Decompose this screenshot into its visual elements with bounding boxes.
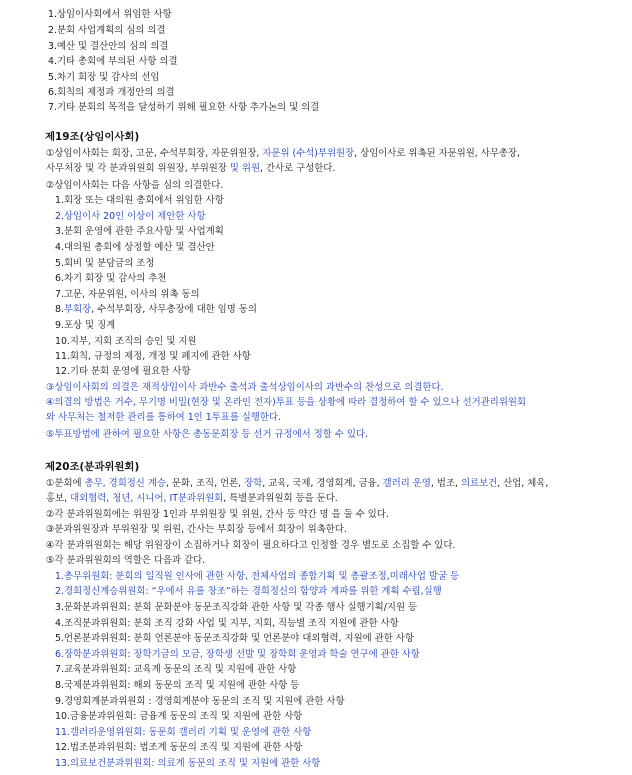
list-item: 12.기타 분회 운영에 필요한 사항 xyxy=(55,366,191,377)
text-run-highlight: 장학 xyxy=(244,478,263,489)
article-19-paragraph-2: ②상임이사회는 다음 사항을 심의 의결한다. xyxy=(46,180,224,191)
list-item: 6.차기 회장 및 감사의 추천 xyxy=(55,273,167,284)
list-item: 7.교육분과위원회: 교육계 동문의 조직 및 지원에 관한 사항 xyxy=(55,664,297,675)
text-run: 8. xyxy=(55,304,64,315)
text-run: ①분회에 xyxy=(46,478,85,489)
list-item: 4.조직분과위원회: 분회 조직 강화 사업 및 지부, 지회, 직능별 조직 지원에 관한 사항 xyxy=(55,618,399,629)
list-item: 2.상임이사 20인 이상이 제안한 사항 xyxy=(55,211,206,222)
list-item: 1.회장 또는 대의원 총회에서 위임한 사항 xyxy=(55,195,224,206)
text-run: 홍보, xyxy=(46,493,71,504)
text-run: , 수석부회장, 사무총장에 대한 임명 동의 xyxy=(91,304,257,315)
list-item xyxy=(55,304,257,316)
article-19-heading: 제19조(상임이사회) xyxy=(45,131,140,143)
article-19-paragraph-4: ④의결의 방법은 거수, 무기명 비밀(현장 및 온라인 전자)투표 등을 상황에 따라 결정하여 할 수 있으나 선거관리위원회 xyxy=(46,397,526,408)
list-item: 7.고문, 자문위원, 이사의 위촉 동의 xyxy=(55,289,200,300)
list-item: 1.상임이사회에서 위임한 사항 xyxy=(48,9,172,20)
article-20-paragraph-2: ②각 분과위원회에는 위원장 1인과 부위원장 및 위원, 간사 등 약간 명 을 둘 수 있다. xyxy=(46,509,389,520)
article-20-paragraph-5: ⑤각 분과위원회의 역할은 다음과 같다. xyxy=(46,555,206,566)
list-item: 3.예산 및 결산안의 심의 의결 xyxy=(48,41,169,52)
list-item: 5.회비 및 분담금의 조정 xyxy=(55,258,155,269)
list-item: 3.분회 운영에 관한 주요사항 및 사업계획 xyxy=(55,226,224,237)
list-item: 10.지부, 지회 조직의 승인 및 지원 xyxy=(55,336,197,347)
text-run: 사무처장 및 각 분과위원회 위원장, 부위원장 xyxy=(46,163,230,174)
list-item: 11.회칙, 규정의 제정, 개정 및 폐지에 관한 사항 xyxy=(55,351,251,362)
article-19-paragraph-3: ③상임이사회의 의결은 재적상임이사 과반수 출석과 출석상임이사의 과반수의 찬성으로 의결한다. xyxy=(46,382,444,393)
list-item: 3.문화분과위원회: 분회 문화분야 동문조직강화 관한 사항 및 각종 행사 실행기획/지원 등 xyxy=(55,602,418,613)
list-item: 5.언론분과위원회: 분회 언론분야 동문조직강화 및 언론분야 대외협력, 지원에 관한 사항 xyxy=(55,633,414,644)
article-20-paragraph-1-cont xyxy=(46,493,338,505)
text-run-highlight: 대외협력, 청년, 시니어, IT분과위원회 xyxy=(70,493,224,504)
list-item: 4.대의원 총회에 상정할 예산 및 결산안 xyxy=(55,242,215,253)
text-run-highlight: 갤러리 운영 xyxy=(382,478,431,489)
text-run-highlight: 총무, 경희정신 계승 xyxy=(84,478,166,489)
list-item: 6.회칙의 제정과 개정안의 의결 xyxy=(48,87,175,98)
article-20-paragraph-1 xyxy=(46,478,548,490)
list-item: 11.갤러리운영위원회: 동문회 갤러리 기획 및 운영에 관한 사항 xyxy=(55,727,312,738)
list-item: 1.총무위원회: 분회의 일직원 인사에 관한 사항, 전체사업의 종합기획 및 총괄조정,미래사업 발굴 등 xyxy=(55,571,460,582)
article-19-paragraph-1 xyxy=(46,148,520,160)
article-20-heading: 제20조(분과위원회) xyxy=(45,461,140,473)
text-run: , 간사로 구성한다. xyxy=(260,163,336,174)
text-run: , 상임이사로 위촉된 자문위원, 사무총장, xyxy=(354,148,520,159)
list-item: 9.포상 및 징계 xyxy=(55,320,116,331)
article-19-paragraph-5: ⑤투표방법에 관하여 필요한 사항은 총동문회장 등 선거 규정에서 정할 수 있다. xyxy=(46,429,368,440)
list-item: 13.의료보건분과위원회: 의료계 동문의 조직 및 지원에 관한 사항 xyxy=(55,758,321,769)
list-item: 8.국제분과위원회: 해외 동문의 조직 및 지원에 관한 사항 등 xyxy=(55,680,300,691)
list-item: 9.경영회계분과위원회 : 경영회계분야 동문의 조직 및 지원에 관한 사항 xyxy=(55,696,345,707)
text-run: , 문화, 조직, 언론, xyxy=(165,478,245,489)
list-item: 10.금융분과위원회: 금융계 동문의 조직 및 지원에 관한 사항 xyxy=(55,711,303,722)
text-run: , 특별분과위원회 등을 둔다. xyxy=(223,493,338,504)
text-run: , 산업, 체육, xyxy=(497,478,549,489)
article-19-paragraph-4-cont: 와 사무처는 철저한 관리를 통하여 1인 1투표를 실행한다. xyxy=(46,412,282,423)
text-run: , 법조, xyxy=(430,478,461,489)
list-item: 6.장학분과위원회: 장학기금의 모금, 장학생 선발 및 장학회 운영과 학술 연구에 관한 사항 xyxy=(55,649,420,660)
text-run-highlight: 의료보건 xyxy=(460,478,498,489)
article-20-paragraph-3: ③분과위원장과 부위원장 및 위원, 간사는 부회장 등에서 회장이 위촉한다. xyxy=(46,524,347,535)
text-run-highlight: 및 위원 xyxy=(229,163,261,174)
text-run: , 교육, 국제, 경영회계, 금융, xyxy=(262,478,383,489)
list-item: 2.분회 사업계획의 심의 의결 xyxy=(48,25,166,36)
list-item: 5.차기 회장 및 감사의 선임 xyxy=(48,72,160,83)
list-item: 7.기타 분회의 목적을 달성하기 위해 필요한 사항 추가논의 및 의결 xyxy=(48,102,320,113)
list-item: 12.법조분과위원회: 법조계 동문의 조직 및 지원에 관한 사항 xyxy=(55,742,303,753)
article-19-paragraph-1-cont xyxy=(46,163,335,175)
list-item: 2.경희정신계승위원회: “우에서 유를 창조”하는 경희정신의 함양과 계파를 위한 계획 수립,실행 xyxy=(55,586,442,597)
article-20-paragraph-4: ④각 분과위원회는 해당 위원장이 소집하거나 회장이 필요하다고 인정할 경우 별도로 소집할 수 있다. xyxy=(46,540,456,551)
text-run: ①상임이사회는 회장, 고문, 수석부회장, 자문위원장, xyxy=(46,148,263,159)
list-item: 4.기타 총회에 부의된 사항 의결 xyxy=(48,56,178,67)
text-run-highlight: 부회장 xyxy=(63,304,92,315)
text-run-highlight: 자문위 (수석)부위원장 xyxy=(262,148,355,159)
